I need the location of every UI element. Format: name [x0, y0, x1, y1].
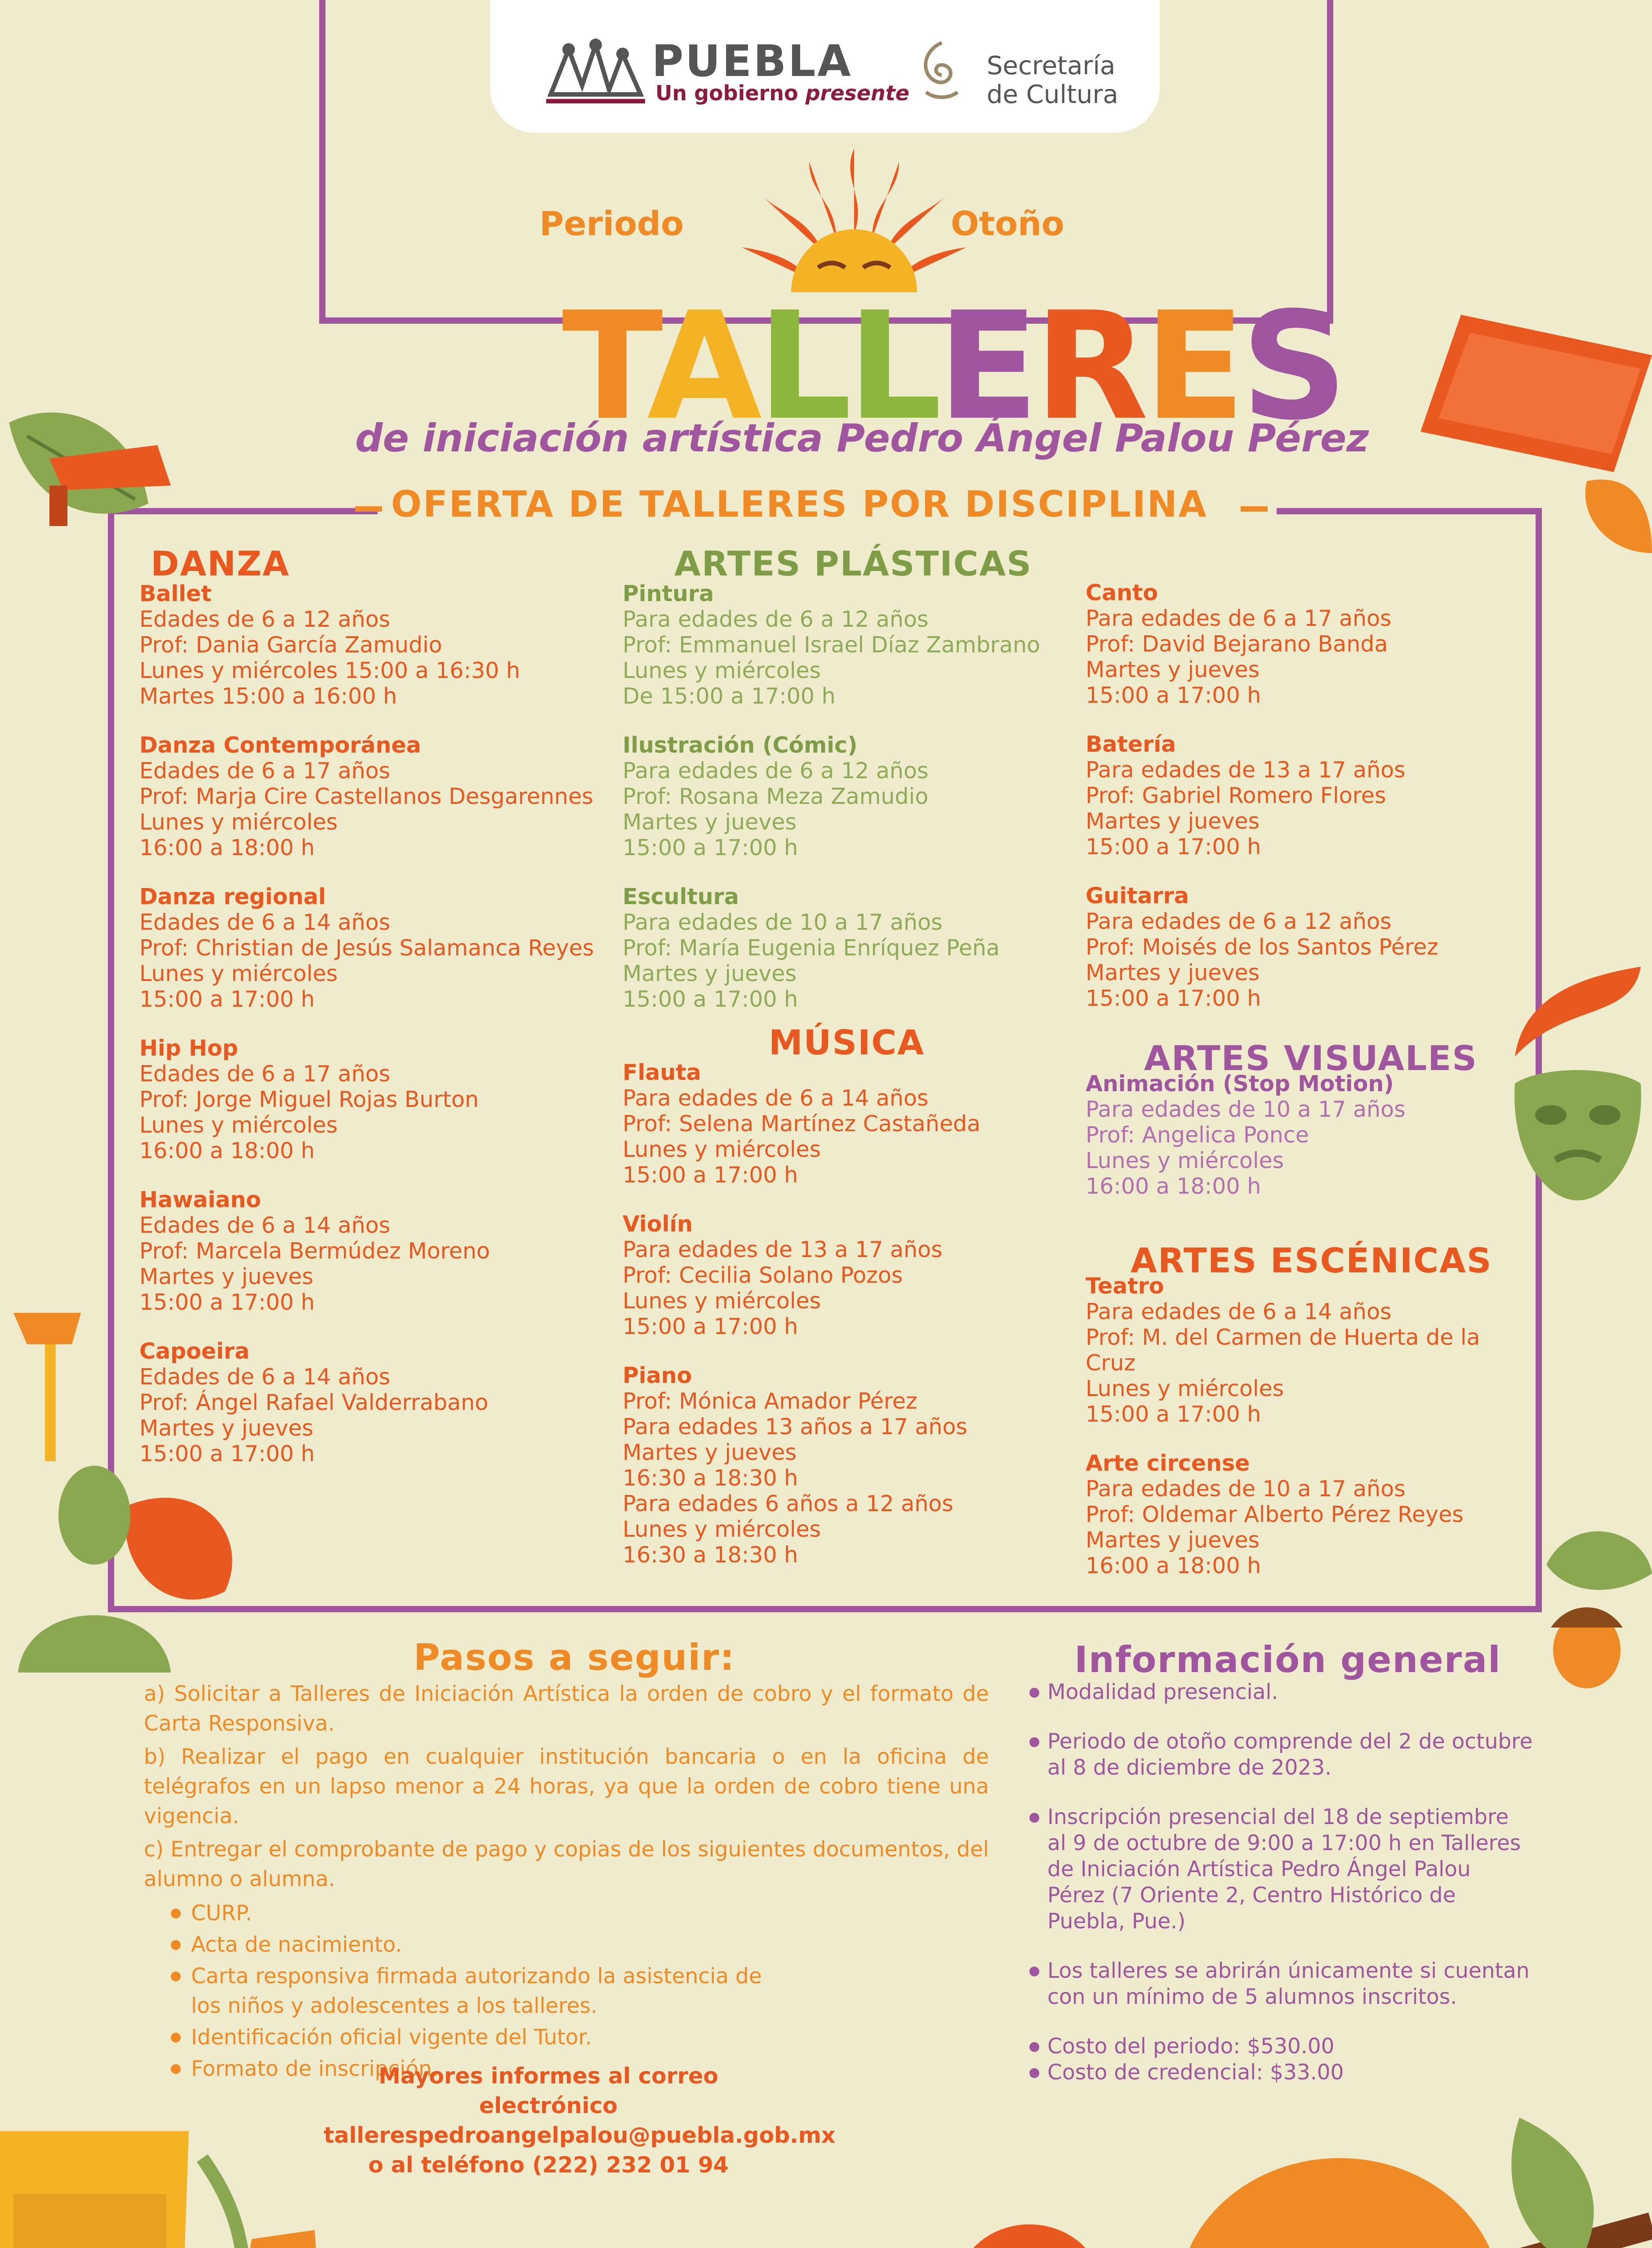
acorn-leaf-illustration-icon [1519, 1511, 1652, 1690]
taller-detail: 16:00 a 18:00 h [139, 1138, 315, 1164]
musica-column [623, 1022, 1095, 1591]
taller-name: Piano [623, 1363, 692, 1388]
secretaria-cultura-text: Secretaría de Cultura [987, 51, 1118, 109]
periodo-label: Periodo [539, 205, 684, 243]
taller-detail: Martes y jueves [623, 809, 797, 835]
taller-name: Ballet [139, 581, 212, 607]
totem-boot-illustration-icon [0, 2113, 351, 2248]
taller-detail: Prof: Rosana Meza Zamudio [623, 784, 929, 809]
taller-detail: Lunes y miércoles [1086, 1148, 1284, 1173]
info-item: Inscripción presencial del 18 de septiembre al 9 de octubre de 9:00 a 17:00 h en Talleres de Iniciación Artística Pedro Ángel Palou Pérez (7 Oriente 2, Centro Histórico de Puebla, Pue.) [1029, 1804, 1533, 1935]
taller-detail: Prof: Moisés de los Santos Pérez [1086, 934, 1438, 960]
taller-name: Danza Contemporánea [139, 732, 421, 758]
taller-detail: Para edades de 6 a 12 años [623, 758, 929, 784]
taller-name: Canto [1086, 580, 1158, 606]
taller-detail: 15:00 a 17:00 h [623, 1314, 798, 1339]
info-item: Los talleres se abrirán únicamente si cuentan con un mínimo de 5 alumnos inscritos. [1029, 1958, 1533, 2010]
taller-detail: Prof: Oldemar Alberto Pérez Reyes [1086, 1502, 1464, 1527]
taller-name: Batería [1086, 731, 1176, 757]
musica-col3-list [1086, 580, 1535, 1011]
taller-entry [139, 1187, 611, 1315]
taller-entry [1086, 883, 1535, 1011]
taller-detail: Lunes y miércoles [139, 809, 338, 835]
taller-detail: Prof: M. del Carmen de Huerta de la Cruz [1086, 1325, 1480, 1376]
taller-detail: Para edades de 13 a 17 años [1086, 757, 1406, 783]
taller-detail: Lunes y miércoles 15:00 a 16:30 h [139, 658, 520, 683]
taller-detail: 15:00 a 17:00 h [139, 1289, 315, 1315]
paso-b: b) Realizar el pago en cualquier institución bancaria o en la oficina de telégrafos en un lapso menor a 24 horas, ya que la orden de cobro tiene una vigencia. [144, 1744, 989, 1829]
taller-detail: 16:00 a 18:00 h [139, 835, 315, 861]
taller-detail: Para edades de 6 a 14 años [1086, 1299, 1392, 1325]
bust-leaf-illustration-icon [0, 1304, 252, 1677]
escenicas-column [1086, 1240, 1535, 1602]
info-list [1029, 1679, 1533, 2086]
taller-detail: Prof: Angelica Ponce [1086, 1122, 1309, 1148]
taller-detail: 15:00 a 17:00 h [1086, 986, 1261, 1011]
taller-detail: Martes y jueves [139, 1264, 313, 1289]
taller-entry [623, 1363, 1095, 1568]
leaf-shoe-illustration-icon [0, 396, 189, 598]
taller-detail: Para edades de 10 a 17 años [1086, 1476, 1406, 1502]
taller-name: Flauta [623, 1060, 701, 1085]
taller-detail: 15:00 a 17:00 h [623, 1162, 798, 1188]
taller-detail: Lunes y miércoles [139, 961, 338, 986]
taller-detail: Lunes y miércoles [623, 1288, 821, 1314]
taller-detail: Prof: Marja Cire Castellanos Desgarennes [139, 784, 593, 809]
taller-entry [623, 884, 1095, 1012]
documento-item: CURP. [144, 1899, 773, 1928]
taller-detail: Edades de 6 a 17 años [139, 1061, 391, 1087]
musica-list [623, 1060, 1095, 1568]
documento-item: Acta de nacimiento. [144, 1930, 773, 1960]
documentos-list [144, 1899, 773, 2084]
taller-name: Pintura [623, 581, 714, 607]
taller-name: Escultura [623, 884, 739, 910]
taller-detail: Edades de 6 a 12 años [139, 607, 391, 632]
taller-name: Arte circense [1086, 1450, 1250, 1476]
puebla-subtitle: Un gobierno presente [655, 81, 909, 105]
musica-col3 [1086, 580, 1535, 1035]
taller-detail: Martes y jueves [1086, 657, 1260, 682]
drum-leaf-illustration-icon [1407, 301, 1652, 571]
taller-detail: 15:00 a 17:00 h [623, 986, 798, 1012]
paso-a: a) Solicitar a Talleres de Iniciación Artística la orden de cobro y el formato de Carta Responsiva. [144, 1682, 989, 1736]
taller-name: Hip Hop [139, 1035, 238, 1061]
oferta-dash-right [1241, 506, 1268, 512]
taller-detail: Martes y jueves [1086, 808, 1260, 834]
taller-name: Violín [623, 1211, 693, 1237]
taller-detail: Prof: Selena Martínez Castañeda [623, 1111, 981, 1137]
oferta-dash-left [355, 506, 382, 512]
musica-heading: MÚSICA [769, 1022, 925, 1062]
taller-entry [1086, 580, 1535, 708]
taller-name: Danza regional [139, 884, 326, 910]
taller-detail: Edades de 6 a 14 años [139, 1364, 391, 1390]
secretaria-cultura-logo-icon [913, 38, 971, 106]
documento-item: Carta responsiva firmada autorizando la asistencia de los niños y adolescentes a los talleres. [144, 1962, 773, 2021]
taller-entry [623, 1211, 1095, 1339]
taller-entry [139, 1035, 611, 1164]
taller-detail: Para edades de 13 a 17 años [623, 1237, 943, 1262]
pasos-title: Pasos a seguir: [414, 1637, 735, 1678]
taller-name: Hawaiano [139, 1187, 261, 1213]
mask-leaf-illustration-icon [1497, 967, 1652, 1218]
taller-detail: Para edades de 6 a 17 años [1086, 606, 1392, 631]
visuales-column [1086, 1038, 1535, 1222]
taller-detail: Martes y jueves [1086, 1527, 1260, 1553]
taller-detail: Prof: Christian de Jesús Salamanca Reyes [139, 935, 594, 961]
taller-detail: Lunes y miércoles [623, 658, 821, 683]
taller-detail: Lunes y miércoles [139, 1112, 338, 1138]
contact-email[interactable]: tallerespedroangelpalou@puebla.gob.mx [324, 2123, 836, 2148]
taller-detail: Prof: Gabriel Romero Flores [1086, 783, 1386, 808]
taller-detail: 15:00 a 17:00 h [1086, 682, 1261, 708]
taller-entry [139, 732, 611, 861]
subtitle: de iniciación artística Pedro Ángel Palou Pérez [355, 416, 1369, 461]
taller-detail: Para edades de 10 a 17 años [623, 910, 943, 935]
guitar-mushroom-illustration-icon [913, 2113, 1652, 2248]
escenicas-heading: ARTES ESCÉNICAS [1131, 1240, 1492, 1280]
taller-detail: Martes y jueves [1086, 960, 1260, 986]
taller-detail: Prof: María Eugenia Enríquez Peña [623, 935, 1000, 961]
taller-entry [1086, 731, 1535, 860]
taller-detail: 15:00 a 17:00 h [1086, 1401, 1261, 1427]
taller-detail: Lunes y miércoles [623, 1137, 821, 1162]
taller-detail: Para edades de 10 a 17 años [1086, 1097, 1406, 1122]
pasos-list [144, 1679, 989, 2086]
taller-detail: 16:00 a 18:00 h [1086, 1553, 1261, 1579]
documento-item: Identificación oficial vigente del Tutor. [144, 2023, 773, 2052]
taller-detail: Prof: Ángel Rafael Valderrabano [139, 1390, 489, 1415]
taller-entry [139, 884, 611, 1012]
taller-entry [1086, 1273, 1535, 1427]
taller-name: Guitarra [1086, 883, 1189, 909]
info-item: Periodo de otoño comprende del 2 de octubre al 8 de diciembre de 2023. [1029, 1729, 1533, 1781]
taller-detail: Edades de 6 a 17 años [139, 758, 391, 784]
taller-entry [623, 732, 1095, 861]
taller-entry [1086, 1071, 1535, 1199]
taller-detail: Para edades 6 años a 12 años [623, 1491, 953, 1517]
taller-detail: Lunes y miércoles [1086, 1376, 1284, 1401]
visuales-list [1086, 1071, 1535, 1199]
taller-detail: Prof: David Bejarano Banda [1086, 631, 1388, 657]
taller-detail: 15:00 a 17:00 h [139, 1441, 315, 1467]
taller-detail: 16:30 a 18:30 h [623, 1465, 798, 1491]
info-item: Modalidad presencial. [1029, 1679, 1533, 1705]
taller-detail: Martes y jueves [623, 1440, 797, 1465]
taller-detail: Prof: Cecilia Solano Pozos [623, 1262, 903, 1288]
visuales-heading: ARTES VISUALES [1144, 1038, 1478, 1078]
taller-detail: Prof: Marcela Bermúdez Moreno [139, 1238, 490, 1264]
info-item: Costo de credencial: $33.00 [1029, 2060, 1533, 2086]
taller-detail: Martes 15:00 a 16:00 h [139, 683, 397, 709]
info-item: Costo del periodo: $530.00 [1029, 2034, 1533, 2060]
paso-c: c) Entregar el comprobante de pago y copias de los siguientes documentos, del alumno o alumna. [144, 1837, 989, 1891]
puebla-logo-icon [542, 31, 650, 117]
taller-detail: De 15:00 a 17:00 h [623, 683, 836, 709]
contact-line: Mayores informes al correo electrónico [378, 2063, 718, 2119]
contact-block [324, 2061, 836, 2180]
taller-detail: 16:30 a 18:30 h [623, 1542, 798, 1568]
escenicas-list [1086, 1273, 1535, 1579]
taller-detail: Lunes y miércoles [623, 1517, 821, 1542]
taller-detail: Para edades de 6 a 12 años [623, 607, 929, 632]
plasticas-column [623, 544, 1095, 1035]
info-title: Información general [1074, 1639, 1501, 1681]
taller-detail: Para edades de 6 a 14 años [623, 1085, 929, 1111]
taller-entry [1086, 1450, 1535, 1579]
taller-detail: Prof: Mónica Amador Pérez [623, 1388, 917, 1414]
taller-detail: Prof: Dania García Zamudio [139, 632, 442, 658]
taller-entry [623, 581, 1095, 709]
plasticas-heading: ARTES PLÁSTICAS [674, 544, 1033, 584]
contact-phone: o al teléfono (222) 232 01 94 [368, 2152, 729, 2178]
puebla-title: PUEBLA [652, 36, 853, 86]
taller-name: Teatro [1086, 1273, 1164, 1299]
taller-detail: Edades de 6 a 14 años [139, 1213, 391, 1238]
taller-name: Ilustración (Cómic) [623, 732, 858, 758]
otono-label: Otoño [951, 205, 1064, 243]
taller-entry [139, 581, 611, 709]
taller-detail: Edades de 6 a 14 años [139, 910, 391, 935]
danza-heading: DANZA [151, 544, 290, 584]
taller-detail: 15:00 a 17:00 h [1086, 834, 1261, 860]
taller-detail: 15:00 a 17:00 h [623, 835, 798, 861]
taller-detail: Prof: Jorge Miguel Rojas Burton [139, 1087, 479, 1112]
taller-detail: 16:00 a 18:00 h [1086, 1173, 1261, 1199]
taller-detail: Martes y jueves [623, 961, 797, 986]
taller-detail: Prof: Emmanuel Israel Díaz Zambrano [623, 632, 1041, 658]
taller-detail: Para edades de 6 a 12 años [1086, 909, 1392, 934]
documento-item: Formato de inscripción. [144, 2054, 773, 2084]
plasticas-list [623, 581, 1095, 1012]
taller-detail: 15:00 a 17:00 h [139, 986, 315, 1012]
taller-detail: Martes y jueves [139, 1415, 313, 1441]
taller-entry [623, 1060, 1095, 1188]
talleres-title: TALLERES [562, 280, 1344, 453]
taller-name: Capoeira [139, 1338, 250, 1364]
taller-name: Animación (Stop Motion) [1086, 1071, 1394, 1097]
taller-detail: Para edades 13 años a 17 años [623, 1414, 967, 1440]
oferta-heading: OFERTA DE TALLERES POR DISCIPLINA [391, 483, 1208, 525]
